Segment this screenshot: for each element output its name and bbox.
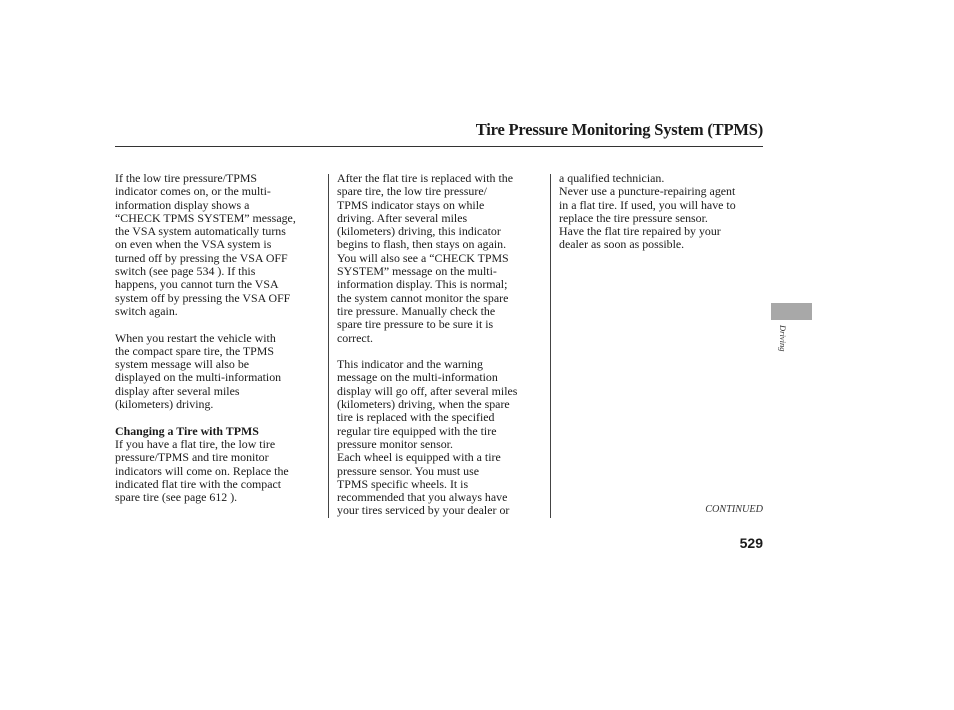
text-line: system off by pressing the VSA OFF xyxy=(115,290,291,305)
text-line: pressure monitor sensor. xyxy=(337,436,453,451)
text-line: Have the flat tire repaired by your xyxy=(559,224,721,239)
paragraph-spare-indicator xyxy=(337,172,545,345)
text-line: recommended that you always have xyxy=(337,490,508,505)
text-line: tire is replaced with the specified xyxy=(337,410,495,425)
text-line: Each wheel is equipped with a tire xyxy=(337,450,501,465)
section-tab-label: Driving xyxy=(778,325,788,352)
text-line: pressure/TPMS and tire monitor xyxy=(115,450,269,465)
paragraph-repair-warning xyxy=(559,185,767,251)
text-line: switch (see page 534 ). If this xyxy=(115,264,256,279)
text-column-2 xyxy=(337,172,545,518)
text-line: replace the tire pressure sensor. xyxy=(559,210,708,225)
text-line: information display. This is normal; xyxy=(337,277,508,292)
column-divider xyxy=(550,174,551,518)
paragraph-technician xyxy=(559,172,767,185)
text-line: TPMS specific wheels. It is xyxy=(337,476,469,491)
continued-label: CONTINUED xyxy=(705,504,763,515)
text-line: indicated flat tire with the compact xyxy=(115,476,282,491)
text-line: display after several miles xyxy=(115,383,240,398)
text-line: the VSA system automatically turns xyxy=(115,224,286,239)
text-line: indicator comes on, or the multi- xyxy=(115,184,271,199)
page-title: Tire Pressure Monitoring System (TPMS) xyxy=(475,120,763,139)
text-line: Never use a puncture-repairing agent xyxy=(559,184,736,199)
text-line: correct. xyxy=(337,330,373,345)
text-line: spare tire pressure to be sure it is xyxy=(337,317,494,332)
paragraph-vsa-note xyxy=(115,172,320,318)
paragraph-wheel-sensor xyxy=(337,451,545,517)
column-divider xyxy=(328,174,329,518)
text-line: tire pressure. Manually check the xyxy=(337,303,496,318)
text-line: dealer as soon as possible. xyxy=(559,237,685,252)
text-line: If the low tire pressure/TPMS xyxy=(115,171,258,185)
text-line: happens, you cannot turn the VSA xyxy=(115,277,279,292)
text-line: When you restart the vehicle with xyxy=(115,330,276,345)
text-line: system message will also be xyxy=(115,357,250,372)
text-line: the system cannot monitor the spare xyxy=(337,290,509,305)
text-line: SYSTEM” message on the multi- xyxy=(337,264,497,279)
text-line: on even when the VSA system is xyxy=(115,237,272,252)
text-line: a qualified technician. xyxy=(559,171,665,185)
text-line: “CHECK TPMS SYSTEM” message, xyxy=(115,210,296,225)
text-line: message on the multi-information xyxy=(337,370,498,385)
text-line: begins to flash, then stays on again. xyxy=(337,237,507,252)
text-column-1 xyxy=(115,172,320,504)
text-line: your tires serviced by your dealer or xyxy=(337,503,510,518)
text-line: After the flat tire is replaced with the xyxy=(337,171,513,185)
text-line: TPMS indicator stays on while xyxy=(337,197,485,212)
page-number: 529 xyxy=(739,535,763,551)
text-line: turned off by pressing the VSA OFF xyxy=(115,250,288,265)
text-line: the compact spare tire, the TPMS xyxy=(115,343,274,358)
section-subheading: Changing a Tire with TPMS xyxy=(115,423,259,438)
text-line: displayed on the multi-information xyxy=(115,370,282,385)
paragraph-indicator-off xyxy=(337,358,545,451)
text-line: spare tire (see page 612 ). xyxy=(115,490,238,505)
text-line: pressure sensor. You must use xyxy=(337,463,480,478)
text-line: display will go off, after several miles xyxy=(337,383,518,398)
text-line: (kilometers) driving, when the spare xyxy=(337,397,510,412)
text-line: in a flat tire. If used, you will have to xyxy=(559,197,736,212)
title-divider xyxy=(115,146,763,147)
paragraph-spare-tire-message xyxy=(115,332,320,412)
text-line: spare tire, the low tire pressure/ xyxy=(337,184,487,199)
text-column-3 xyxy=(559,172,767,252)
text-line: If you have a flat tire, the low tire xyxy=(115,436,276,451)
text-line: regular tire equipped with the tire xyxy=(337,423,497,438)
text-line: You will also see a “CHECK TPMS xyxy=(337,250,509,265)
text-line: switch again. xyxy=(115,303,178,318)
text-line: (kilometers) driving. xyxy=(115,397,214,412)
text-line: (kilometers) driving, this indicator xyxy=(337,224,501,239)
section-tab-marker xyxy=(771,303,812,320)
text-line: driving. After several miles xyxy=(337,210,468,225)
text-line: information display shows a xyxy=(115,197,250,212)
text-line: This indicator and the warning xyxy=(337,357,483,372)
text-line: indicators will come on. Replace the xyxy=(115,463,289,478)
paragraph-flat-tire xyxy=(115,438,320,504)
